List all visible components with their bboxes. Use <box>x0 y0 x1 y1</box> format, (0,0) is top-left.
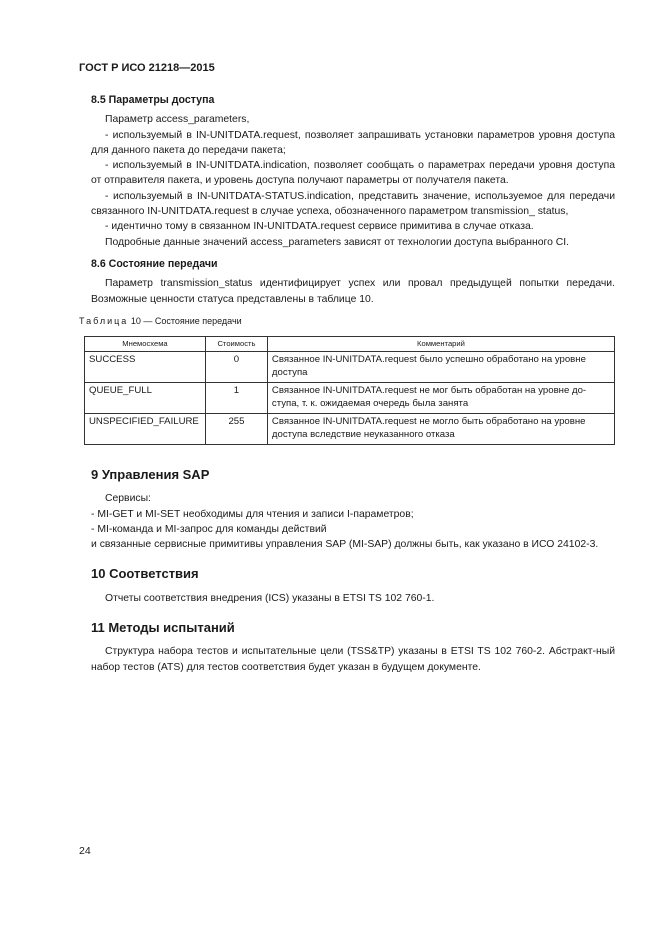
paragraph: Параметр access_parameters, <box>105 114 250 126</box>
section-8-5-heading: 8.5 Параметры доступа <box>91 94 215 106</box>
paragraph: - используемый в IN-UNITDATA.indication, позволяет сообщать о параметрах передачи уровня доступа от отправителя пакета, и уровень доступа получают параметры от получателя пакета. <box>91 160 615 187</box>
paragraph: - используемый в IN-UNITDATA.request, позволяет запрашивать установки параметров уровня доступа для данного пакета до передачи пакета; <box>91 129 615 156</box>
mnemonic-cell: UNSPECIFIED_FAILURE <box>85 414 206 445</box>
table-row <box>85 383 615 414</box>
paragraph: Подробные данные значений access_parameters зависят от технологии доступа выбранного CI. <box>105 236 570 248</box>
comment-cell: Связанное IN-UNITDATA.request не могло быть обработано на уровне доступа вследствие неуказанного отказа <box>267 414 614 445</box>
comment-cell: Связанное IN-UNITDATA.request не мог быть обработан на уровне до-ступа, т. к. ожидаемая очередь была занята <box>267 383 614 414</box>
document-header: ГОСТ Р ИСО 21218—2015 <box>79 62 215 74</box>
value-cell: 0 <box>205 352 267 383</box>
mnemonic-cell: QUEUE_FULL <box>85 383 206 414</box>
list-item: - MI-команда и MI-запрос для команды действий <box>91 523 327 535</box>
status-table <box>84 336 615 445</box>
table-header-row <box>85 337 615 352</box>
value-cell: 255 <box>205 414 267 445</box>
page-number: 24 <box>79 845 91 857</box>
column-header: Комментарий <box>267 337 614 352</box>
section-8-6-heading: 8.6 Состояние передачи <box>91 257 218 270</box>
section-11-heading: 11 Методы испытаний <box>91 620 235 636</box>
section-9-heading: 9 Управления SAP <box>91 467 210 482</box>
paragraph: Структура набора тестов и испытательные цели (TSS&TP) указаны в ETSI TS 102 760-2. Абстракт-ный набор тестов (ATS) для тестов соответствия будет указан в будущем документе. <box>91 646 615 673</box>
comment-cell: Связанное IN-UNITDATA.request было успешно обработано на уровне доступа <box>267 352 614 383</box>
paragraph: Отчеты соответствия внедрения (ICS) указаны в ETSI TS 102 760-1. <box>105 592 435 604</box>
table-caption-label: Таблица <box>79 316 129 326</box>
paragraph: Сервисы: <box>105 493 151 505</box>
paragraph: Параметр transmission_status идентифицирует успех или провал предыдущей попытки передачи. Возможные ценности статуса представлены в таблице 10. <box>91 278 615 305</box>
page-content-lower <box>91 467 615 675</box>
table-caption-title: 10 — Состояние передачи <box>130 316 242 326</box>
paragraph: - идентично тому в связанном IN-UNITDATA.request сервисе примитива в случае отказа. <box>105 221 534 233</box>
table-row <box>85 414 615 445</box>
paragraph: - используемый в IN-UNITDATA-STATUS.indication, представить значение, используемое для передачи связанного IN-UNITDATA.request в случае успеха, обозначенного параметром transmission_ status, <box>91 190 615 218</box>
table-caption <box>79 316 242 326</box>
page-content <box>91 93 615 307</box>
column-header: Стоимость <box>205 337 267 352</box>
section-10-heading: 10 Соответствия <box>91 566 199 582</box>
value-cell: 1 <box>205 383 267 414</box>
table-row <box>85 352 615 383</box>
mnemonic-cell: SUCCESS <box>85 352 206 383</box>
list-item: - MI-GET и MI-SET необходимы для чтения и записи I-параметров; <box>91 508 414 520</box>
column-header: Мнемосхема <box>85 337 206 352</box>
paragraph: и связанные сервисные примитивы управления SAP (MI-SAP) должны быть, как указано в ИСО 24102-3. <box>91 539 599 551</box>
